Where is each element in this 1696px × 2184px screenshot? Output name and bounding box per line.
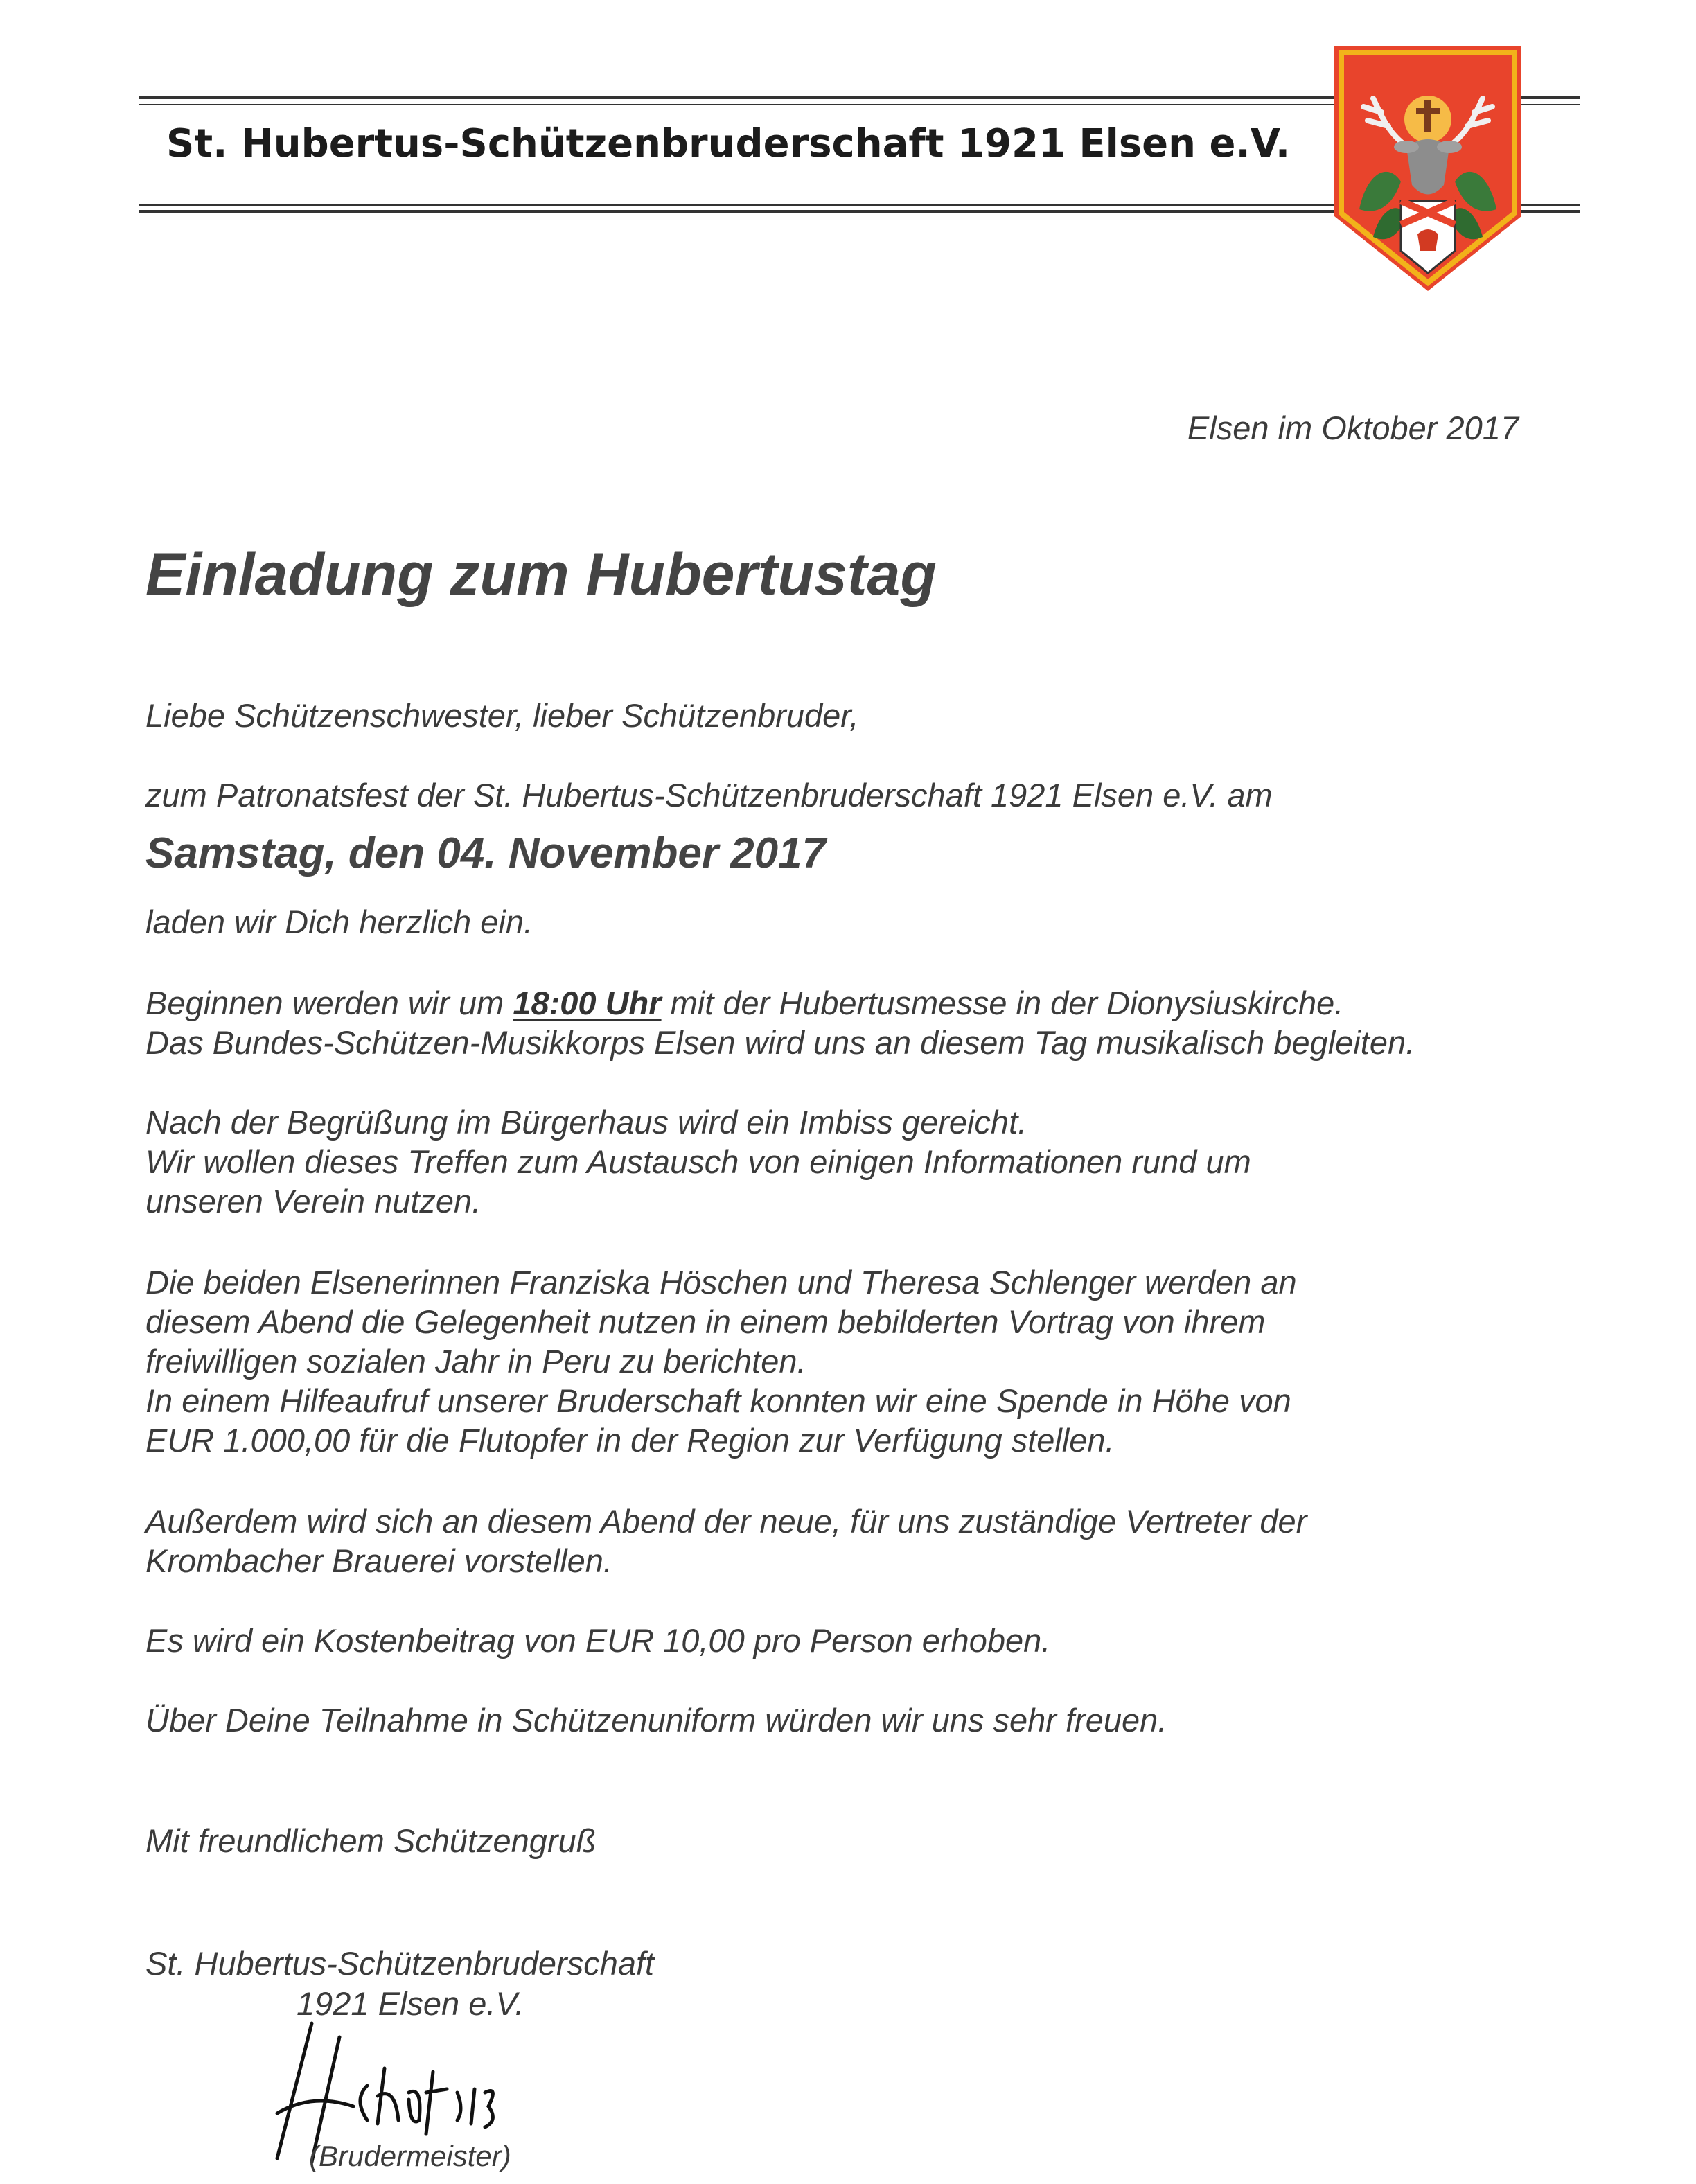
start-time: 18:00 Uhr — [513, 985, 662, 1021]
signature-org-line2: 1921 Elsen e.V. — [297, 1985, 524, 2022]
place-date: Elsen im Oktober 2017 — [1187, 410, 1519, 446]
coat-of-arms-icon — [1332, 43, 1524, 294]
salutation: Liebe Schützenschwester, lieber Schützenbruder, — [145, 697, 859, 734]
event-date: Samstag, den 04. November 2017 — [145, 829, 827, 877]
start-time-prefix: Beginnen werden wir um — [145, 985, 513, 1021]
signer-title: (Brudermeister) — [309, 2140, 511, 2172]
intro-line: zum Patronatsfest der St. Hubertus-Schützenbruderschaft 1921 Elsen e.V. am — [145, 777, 1273, 813]
start-time-suffix: mit der Hubertusmesse in der Dionysiuskirche. — [661, 985, 1344, 1021]
letter-title: Einladung zum Hubertustag — [145, 541, 937, 608]
club-name: St. Hubertus-Schützenbruderschaft 1921 Elsen e.V. — [166, 121, 1291, 166]
paragraph-music-line: Das Bundes-Schützen-Musikkorps Elsen wird uns an diesem Tag musikalisch begleiten. — [145, 1024, 1415, 1061]
paragraph-start-time — [145, 984, 1343, 1022]
paragraph-peru-line: freiwilligen sozialen Jahr in Peru zu berichten. — [145, 1343, 806, 1380]
paragraph-brewery-line: Außerdem wird sich an diesem Abend der neue, für uns zuständige Vertreter der — [145, 1503, 1307, 1540]
paragraph-peru-line: Die beiden Elsenerinnen Franziska Höschen und Theresa Schlenger werden an — [145, 1264, 1297, 1301]
paragraph-greeting-line: Wir wollen dieses Treffen zum Austausch von einigen Informationen rund um — [145, 1143, 1251, 1180]
paragraph-peru-line: EUR 1.000,00 für die Flutopfer in der Region zur Verfügung stellen. — [145, 1422, 1115, 1459]
paragraph-peru-line: In einem Hilfeaufruf unserer Bruderschaft konnten wir eine Spende in Höhe von — [145, 1382, 1291, 1419]
paragraph-uniform: Über Deine Teilnahme in Schützenuniform würden wir uns sehr freuen. — [145, 1702, 1167, 1738]
paragraph-greeting-line: unseren Verein nutzen. — [145, 1183, 482, 1219]
paragraph-greeting-line: Nach der Begrüßung im Bürgerhaus wird ein Imbiss gereicht. — [145, 1104, 1027, 1141]
signature-org-line1: St. Hubertus-Schützenbruderschaft — [145, 1945, 655, 1982]
closing: Mit freundlichem Schützengruß — [145, 1822, 597, 1859]
paragraph-cost: Es wird ein Kostenbeitrag von EUR 10,00 pro Person erhoben. — [145, 1622, 1051, 1659]
invite-line: laden wir Dich herzlich ein. — [145, 904, 533, 940]
paragraph-peru-line: diesem Abend die Gelegenheit nutzen in einem bebilderten Vortrag von ihrem — [145, 1303, 1266, 1340]
paragraph-brewery-line: Krombacher Brauerei vorstellen. — [145, 1542, 612, 1579]
